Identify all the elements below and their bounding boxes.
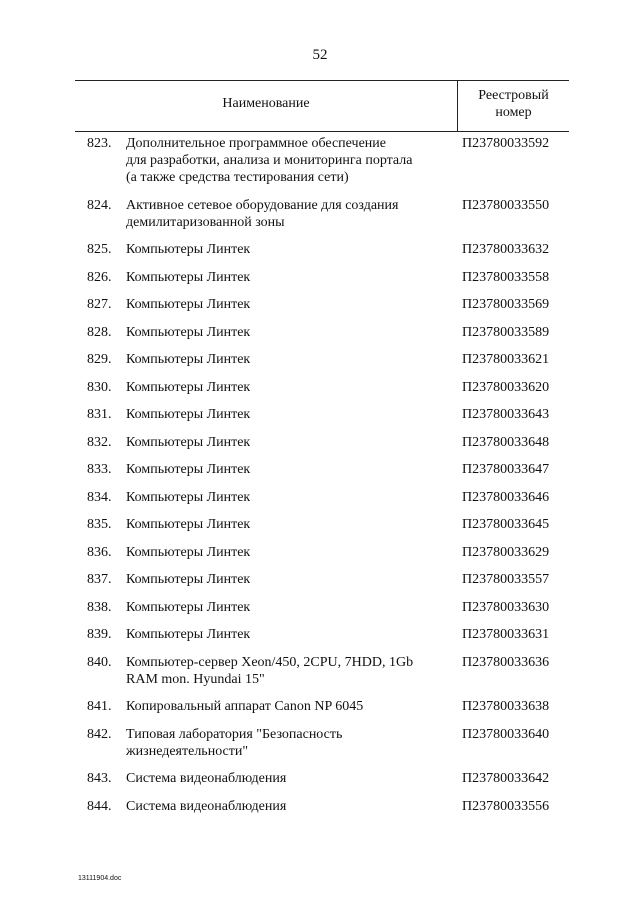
row-name: Копировальный аппарат Canon NP 6045 (126, 699, 364, 714)
table-row (0, 798, 640, 815)
row-name: Компьютеры Линтек (126, 462, 251, 477)
row-registry-number: П23780033648 (462, 434, 550, 450)
table-row (0, 269, 640, 286)
row-name: Компьютеры Линтек (126, 517, 251, 532)
header-name: Наименование (222, 96, 310, 111)
row-registry-number: П23780033645 (462, 517, 550, 532)
header-registry-line2: номер (495, 105, 532, 120)
row-number: 837. (87, 572, 112, 587)
row-name: Компьютеры Линтек (126, 572, 251, 587)
table-row (0, 544, 640, 561)
row-name: Компьютеры Линтек (126, 544, 251, 560)
table-row (0, 571, 640, 588)
row-registry-number: П23780033550 (462, 197, 550, 213)
table-body (0, 135, 640, 825)
row-registry-number: П23780033640 (462, 726, 550, 742)
table-row (0, 379, 640, 396)
table-row (0, 296, 640, 313)
table-row (0, 599, 640, 616)
row-registry-number: П23780033631 (462, 627, 550, 642)
row-number: 834. (87, 489, 112, 505)
row-number: 843. (87, 771, 112, 786)
row-name: Компьютеры Линтек (126, 407, 251, 422)
row-name: Компьютеры Линтек (126, 434, 251, 450)
row-name: Система видеонаблюдения (126, 771, 287, 786)
row-registry-number: П23780033632 (462, 242, 550, 257)
row-registry-number: П23780033557 (462, 572, 550, 587)
row-name: Компьютеры Линтек (126, 379, 251, 395)
row-name: Система видеонаблюдения (126, 798, 287, 814)
row-number: 840. (87, 654, 112, 670)
row-name: Компьютеры Линтек (126, 352, 251, 367)
table-header (75, 80, 569, 132)
row-registry-number: П23780033642 (462, 771, 550, 786)
table-row (0, 489, 640, 506)
row-registry-number: П23780033569 (462, 297, 550, 312)
table-row (0, 197, 640, 231)
table-row (0, 351, 640, 368)
footer-filename: 13111904.doc (78, 875, 122, 882)
row-name: Компьютеры Линтек (126, 627, 251, 642)
table-row (0, 461, 640, 478)
row-registry-number: П23780033629 (462, 544, 550, 560)
row-name: Компьютеры Линтек (126, 269, 251, 285)
row-number: 844. (87, 798, 112, 814)
row-number: 827. (87, 297, 112, 312)
row-number: 838. (87, 599, 112, 615)
row-number: 829. (87, 352, 112, 367)
row-name: Компьютеры Линтек (126, 242, 251, 257)
row-name: Типовая лаборатория "Безопасность жизнедеятельности" (126, 726, 343, 759)
row-registry-number: П23780033647 (462, 462, 550, 477)
row-name: Компьютер-сервер Xeon/450, 2CPU, 7HDD, 1Gb RAM mon. Hyundai 15" (126, 654, 414, 687)
row-name: Компьютеры Линтек (126, 324, 251, 340)
row-name: Дополнительное программное обеспечение для разработки, анализа и мониторинга портала (а также средства тестирования сети) (126, 136, 413, 185)
page-number: 52 (312, 47, 328, 63)
row-registry-number: П23780033558 (462, 269, 550, 285)
row-number: 831. (87, 407, 112, 422)
row-registry-number: П23780033636 (462, 654, 550, 670)
row-number: 833. (87, 462, 112, 477)
row-registry-number: П23780033643 (462, 407, 550, 422)
row-registry-number: П23780033638 (462, 699, 550, 714)
table-row (0, 135, 640, 186)
row-number: 836. (87, 544, 112, 560)
row-number: 842. (87, 726, 112, 742)
table-row (0, 516, 640, 533)
row-registry-number: П23780033630 (462, 599, 550, 615)
header-registry (458, 87, 569, 121)
row-number: 824. (87, 197, 112, 213)
row-name: Компьютеры Линтек (126, 599, 251, 615)
table-row (0, 770, 640, 787)
row-number: 830. (87, 379, 112, 395)
row-registry-number: П23780033620 (462, 379, 550, 395)
table-row (0, 241, 640, 258)
row-name: Компьютеры Линтек (126, 297, 251, 312)
row-number: 839. (87, 627, 112, 642)
row-registry-number: П23780033556 (462, 798, 550, 814)
table-row (0, 698, 640, 715)
row-number: 825. (87, 242, 112, 257)
row-registry-number: П23780033589 (462, 324, 550, 340)
row-number: 823. (87, 136, 112, 151)
header-registry-line1: Реестровый (478, 88, 549, 103)
row-number: 828. (87, 324, 112, 340)
row-number: 835. (87, 517, 112, 532)
row-number: 841. (87, 699, 112, 714)
row-number: 832. (87, 434, 112, 450)
table-row (0, 654, 640, 688)
row-number: 826. (87, 269, 112, 285)
row-name: Активное сетевое оборудование для создания демилитаризованной зоны (126, 197, 399, 230)
table-row (0, 626, 640, 643)
row-name: Компьютеры Линтек (126, 489, 251, 505)
row-registry-number: П23780033646 (462, 489, 550, 505)
table-row (0, 434, 640, 451)
table-row (0, 324, 640, 341)
row-registry-number: П23780033592 (462, 136, 550, 151)
row-registry-number: П23780033621 (462, 352, 550, 367)
table-row (0, 726, 640, 760)
table-row (0, 406, 640, 423)
